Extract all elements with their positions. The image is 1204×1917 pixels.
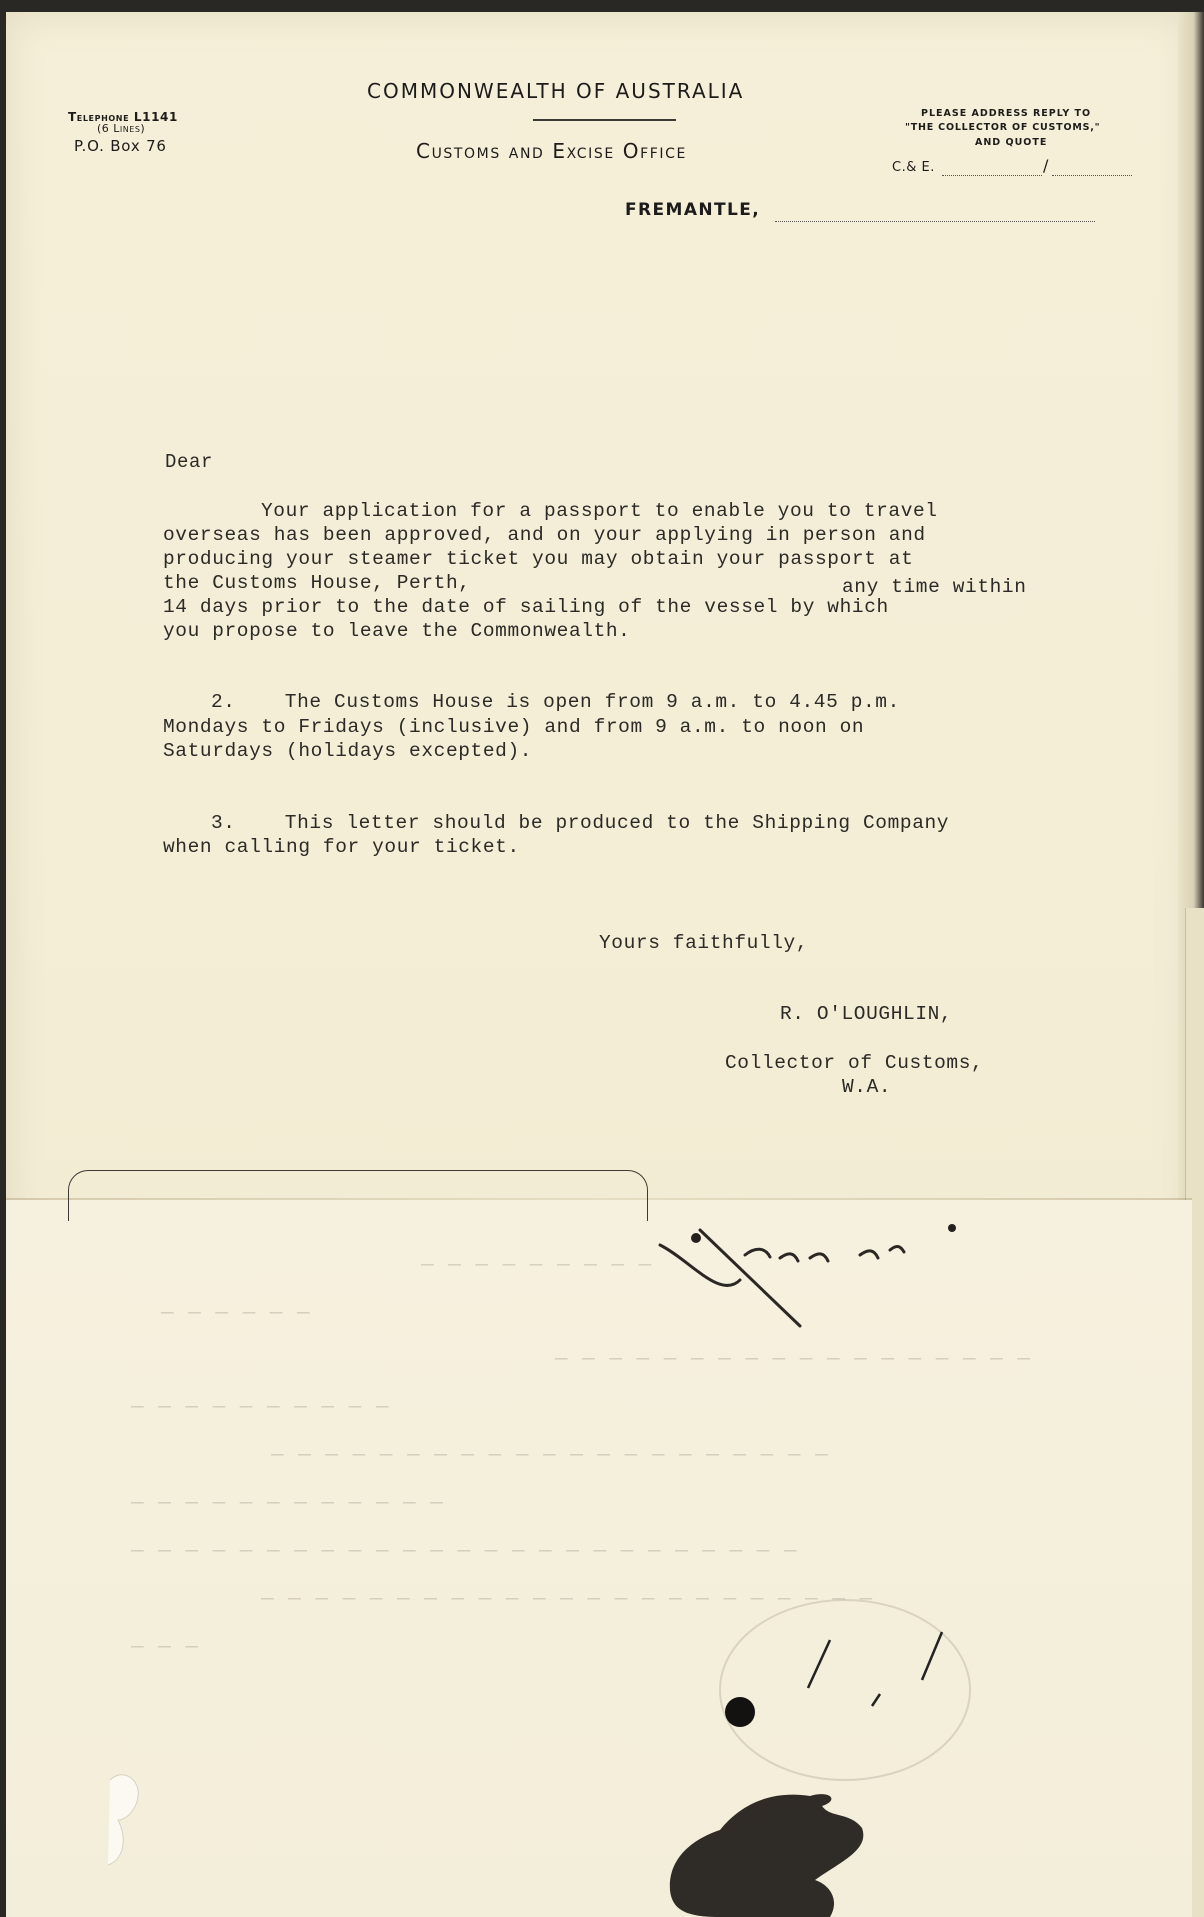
reply-note-2: "THE COLLECTOR OF CUSTOMS," xyxy=(905,122,1101,133)
reply-note-1: PLEASE ADDRESS REPLY TO xyxy=(921,108,1092,119)
para3-line: 3. This letter should be produced to the Shipping Company xyxy=(211,812,950,834)
department-title: COMMONWEALTH OF AUSTRALIA xyxy=(367,79,745,103)
signatory-name: R. O'LOUGHLIN, xyxy=(780,1003,953,1025)
reference-slash: / xyxy=(1043,156,1049,175)
para2-line: Saturdays (holidays excepted). xyxy=(163,740,533,762)
para1-line: overseas has been approved, and on your applying in person and xyxy=(163,524,926,546)
bleed-through-text: — — — — — — — — — — — — — — — — — — — — — xyxy=(270,1444,828,1467)
closing: Yours faithfully, xyxy=(599,932,809,954)
para1-line: the Customs House, Perth, xyxy=(163,572,471,594)
para1-line: 14 days prior to the date of sailing of the vessel by which xyxy=(163,596,889,618)
para1-line: Your application for a passport to enable you to travel xyxy=(261,500,938,522)
signatory-region: W.A. xyxy=(842,1076,892,1098)
bleed-through-text: ​— — — — — — — — — xyxy=(420,1254,652,1277)
reply-note-3: AND QUOTE xyxy=(975,137,1048,148)
para3-line: when calling for your ticket. xyxy=(163,836,520,858)
signatory-title: Collector of Customs, xyxy=(725,1052,984,1074)
ink-dot xyxy=(948,1224,956,1232)
para1-line: producing your steamer ticket you may obtain your passport at xyxy=(163,548,914,570)
telephone-lines: (6 Lines) xyxy=(97,122,146,135)
bleed-through-text: — — — xyxy=(130,1636,199,1659)
bleed-through-text: — — — — — — — — — — — — — — — — — — — — — — — — — xyxy=(130,1540,797,1563)
faded-stamp-outline xyxy=(720,1600,970,1780)
bleed-through-text: — — — — — — — — — — xyxy=(130,1396,389,1419)
city-name: FREMANTLE, xyxy=(625,200,761,220)
ink-dot xyxy=(691,1233,701,1243)
salutation: Dear xyxy=(165,451,214,473)
paper-tear xyxy=(108,1775,138,1865)
para2-line: 2. The Customs House is open from 9 a.m. to 4.45 p.m. xyxy=(211,691,900,713)
bleed-through-text: — — — — — — xyxy=(160,1302,310,1325)
para1-line: you propose to leave the Commonwealth. xyxy=(163,620,631,642)
handwritten-mark xyxy=(660,1230,904,1326)
office-title: Customs and Excise Office xyxy=(416,139,687,163)
para2-line: Mondays to Fridays (inclusive) and from 9 a.m. to noon on xyxy=(163,716,865,738)
bleed-through-text: — — — — — — — — — — — — xyxy=(130,1492,443,1515)
reference-label: C.& E. xyxy=(892,160,935,175)
bleed-through-text: — — — — — — — — — — — — — — — — — — xyxy=(553,1348,1030,1371)
telephone-number: Telephone L1141 xyxy=(68,110,178,124)
bleed-through-text: — — — — — — — — — — — — — — — — — — — — — — — xyxy=(260,1588,873,1611)
para1-line: any time within xyxy=(842,576,1027,598)
ink-stain xyxy=(670,1794,863,1917)
pen-marks xyxy=(808,1632,942,1706)
ink-blot xyxy=(725,1697,755,1727)
po-box: P.O. Box 76 xyxy=(74,137,167,155)
